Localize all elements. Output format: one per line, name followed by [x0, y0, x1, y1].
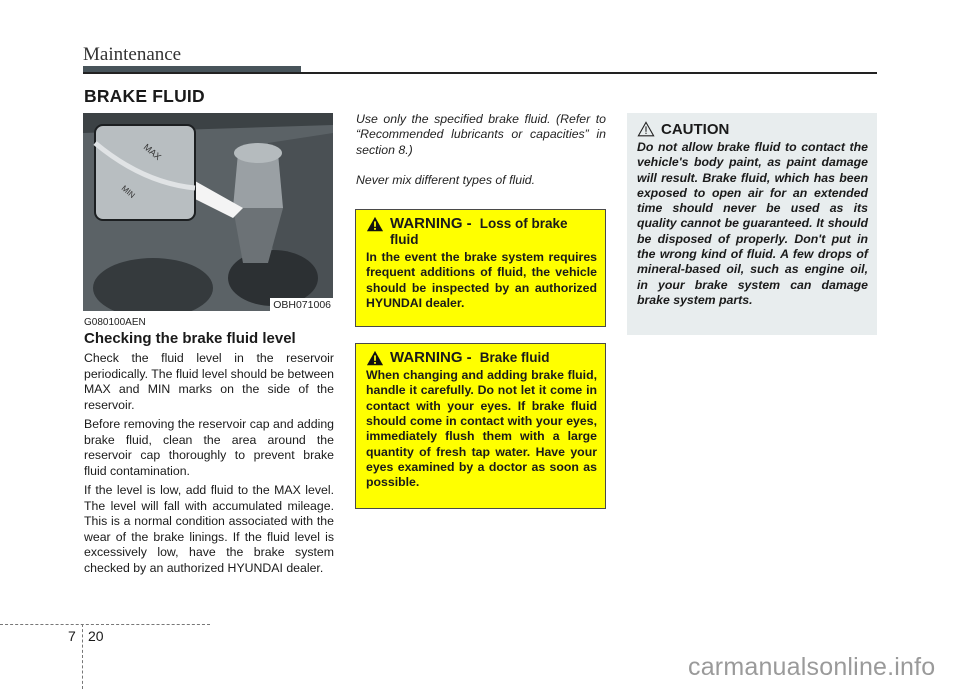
chapter-number: 7	[68, 628, 76, 644]
paragraph: Check the fluid level in the reservoir periodically. The fluid level should be between MAX and MIN marks on the side of the reservoir.	[84, 351, 334, 412]
warning-text: In the event the brake system requires frequent additions of fluid, the vehicle should be inspected by an authorized HYUNDAI dealer.	[366, 250, 597, 310]
warning-text: When changing and adding brake fluid, handle it carefully. Do not let it come in contact with your eyes. If brake fluid should come in contact with your eyes, immediately flush them with a large quantity of fresh tap water. Have your eyes examined by a doctor as soon as possible.	[366, 368, 597, 490]
page-number: 20	[88, 628, 104, 644]
caution-triangle-icon	[637, 121, 655, 137]
note: Use only the specified brake fluid. (Refer to “Recommended lubricants or capacities” in section 8.)	[356, 112, 606, 157]
section-title: Maintenance	[83, 44, 182, 65]
footer-divider	[82, 624, 83, 689]
header-rule	[83, 72, 877, 74]
figure-caption: OBH071006	[270, 298, 333, 311]
paragraph: Before removing the reservoir cap and adding brake fluid, clean the area around the reservoir cap thoroughly to prevent brake fluid contamination.	[84, 417, 334, 478]
warning-title	[366, 216, 597, 248]
caution-title	[637, 121, 868, 138]
article-code: G080100AEN	[84, 317, 146, 328]
brake-reservoir-photo	[83, 113, 333, 311]
paragraph: If the level is low, add fluid to the MAX level. The level will fall with accumulated mileage. This is a normal condition associated with the wear of the brake linings. If the fluid level is excessively low, have the brake system checked by an authorized HYUNDAI dealer.	[84, 483, 334, 575]
warning-subject: Loss of brake fluid	[390, 216, 568, 247]
warning-triangle-icon	[366, 350, 384, 366]
warning-title	[366, 350, 597, 366]
caution-box	[627, 113, 877, 335]
warning-box-brake-fluid	[355, 343, 606, 509]
caution-text: Do not allow brake fluid to contact the vehicle's body paint, as paint damage will result. Brake fluid, which has been exposed to open air for an extended time should never be used as its quality cannot be guaranteed. It should be disposed of properly. Don't put in the wrong kind of fluid. A few drops of mineral-based oil, such as engine oil, in your brake system can damage brake system parts.	[637, 140, 868, 307]
warning-label: WARNING -	[390, 349, 472, 366]
article-heading: Checking the brake fluid level	[84, 330, 296, 347]
fluid-notes	[356, 112, 606, 204]
article-body	[84, 351, 334, 580]
min-mark: MIN	[119, 183, 137, 200]
footer-rule	[0, 624, 210, 625]
warning-triangle-icon	[366, 216, 384, 232]
reservoir-illustration	[83, 113, 333, 311]
page-title: BRAKE FLUID	[84, 86, 205, 106]
max-mark: MAX	[141, 141, 164, 163]
note: Never mix different types of fluid.	[356, 173, 536, 188]
caution-label: CAUTION	[661, 121, 730, 138]
warning-label: WARNING -	[390, 215, 472, 232]
warning-subject: Brake fluid	[479, 350, 550, 365]
warning-box-loss-of-fluid	[355, 209, 606, 327]
watermark: carmanualsonline.info	[688, 653, 936, 681]
